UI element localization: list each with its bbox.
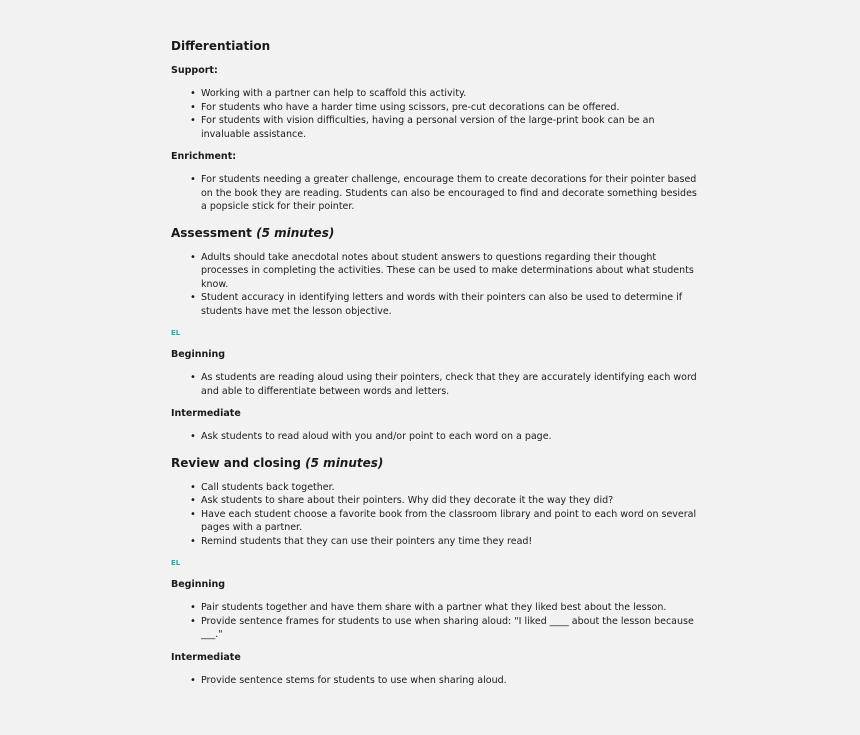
review-intermediate-list [171,674,701,688]
lesson-content [171,38,701,687]
assessment-list [171,251,701,319]
enrichment-heading: Enrichment: [171,151,237,162]
intermediate-heading: Intermediate [171,408,241,419]
review-title: Review and closing [171,455,301,470]
review-heading [171,455,701,472]
intermediate-heading: Intermediate [171,651,241,663]
list-item: • Provide sentence frames for students to use when sharing aloud: "I liked ____ about the lesson because ___." [201,615,701,642]
el-label: EL [171,329,181,337]
assessment-beginning-list [171,371,701,398]
list-item: • Provide sentence stems for students to use when sharing aloud. [201,674,701,688]
review-list [171,481,701,549]
assessment-heading [171,225,701,242]
list-item: • Adults should take anecdotal notes about student answers to questions regarding their thought processes in completing the activities. These can be used to make determinations about what students know. [201,251,701,292]
differentiation-heading: Differentiation [171,39,271,53]
list-item: • Remind students that they can use their pointers any time they read! [201,535,701,549]
list-item: • For students needing a greater challenge, encourage them to create decorations for their pointer based on the book they are reading. Students can also be encouraged to find and decorate something besides a popsicle stick for their pointer. [201,173,701,214]
beginning-heading: Beginning [171,349,226,360]
el-label: EL [171,559,181,567]
support-heading: Support: [171,65,218,76]
review-duration: (5 minutes) [305,455,384,470]
list-item: • For students with vision difficulties, having a personal version of the large-print book can be an invaluable assistance. [201,114,701,141]
support-list [171,87,701,141]
list-item: • Pair students together and have them share with a partner what they liked best about the lesson. [201,601,701,615]
list-item: • For students who have a harder time using scissors, pre-cut decorations can be offered. [201,101,701,115]
assessment-duration: (5 minutes) [256,225,335,240]
list-item: • Have each student choose a favorite book from the classroom library and point to each word on several pages with a partner. [201,508,701,535]
beginning-heading: Beginning [171,579,226,590]
list-item: • Student accuracy in identifying letters and words with their pointers can also be used to determine if students have met the lesson objective. [201,291,701,318]
list-item: • Ask students to read aloud with you and/or point to each word on a page. [201,430,701,444]
enrichment-list [171,173,701,214]
review-beginning-list [171,601,701,642]
list-item: • As students are reading aloud using their pointers, check that they are accurately identifying each word and able to differentiate between words and letters. [201,371,701,398]
list-item: • Call students back together. [201,481,701,495]
list-item: • Working with a partner can help to scaffold this activity. [201,87,701,101]
list-item: • Ask students to share about their pointers. Why did they decorate it the way they did? [201,494,701,508]
assessment-title: Assessment [171,225,252,240]
assessment-intermediate-list [171,430,701,444]
